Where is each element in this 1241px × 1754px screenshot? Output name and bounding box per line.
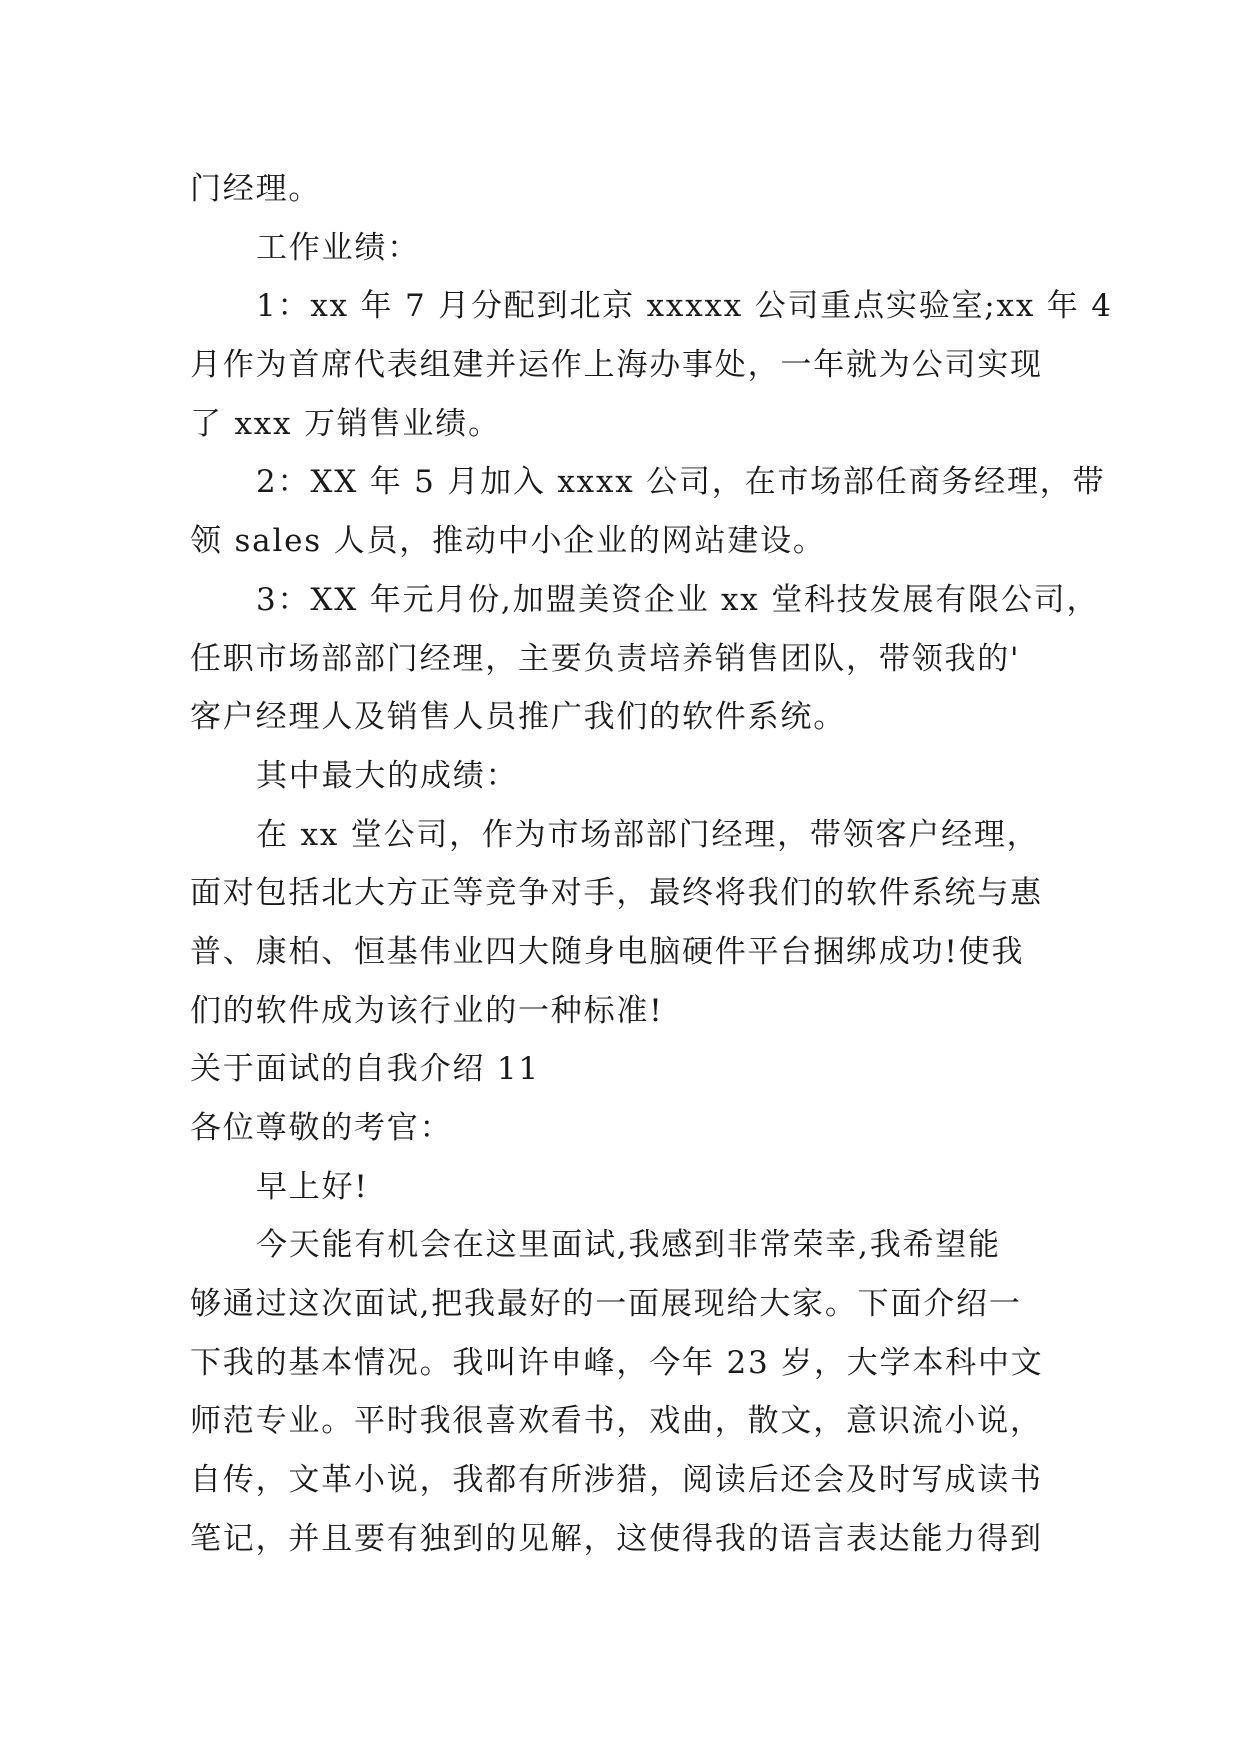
text-line: 门经理。 xyxy=(190,171,322,207)
text-line: 了 xxx 万销售业绩。 xyxy=(190,405,501,442)
text-line: 们的软件成为该行业的一种标准! xyxy=(190,992,664,1029)
text-line: 领 sales 人员，推动中小企业的网站建设。 xyxy=(190,523,826,560)
text-line: 1：xx 年 7 月分配到北京 xxxxx 公司重点实验室;xx 年 4 xyxy=(256,288,1113,325)
text-line: 面对包括北大方正等竞争对手，最终将我们的软件系统与惠 xyxy=(190,875,1043,912)
salutation-line: 各位尊敬的考官： xyxy=(190,1110,453,1146)
text-line: 工作业绩： xyxy=(256,229,420,266)
text-line: 够通过这次面试,把我最好的一面展现给大家。下面介绍一 xyxy=(190,1286,1022,1323)
text-line: 今天能有机会在这里面试,我感到非常荣幸,我希望能 xyxy=(256,1227,1001,1264)
text-line: 师范专业。平时我很喜欢看书，戏曲，散文，意识流小说， xyxy=(190,1403,1043,1440)
text-line: 自传，文革小说，我都有所涉猎，阅读后还会及时写成读书 xyxy=(190,1462,1043,1499)
text-line: 普、康柏、恒基伟业四大随身电脑硬件平台捆绑成功!使我 xyxy=(190,933,1025,970)
section-heading: 关于面试的自我介绍 11 xyxy=(190,1051,540,1088)
text-line: 笔记，并且要有独到的见解，这使得我的语言表达能力得到 xyxy=(190,1520,1043,1557)
document-body xyxy=(190,160,1113,1569)
text-line: 客户经理人及销售人员推广我们的软件系统。 xyxy=(190,699,846,736)
text-line: 月作为首席代表组建并运作上海办事处，一年就为公司实现 xyxy=(190,347,1043,384)
text-line: 在 xx 堂公司，作为市场部部门经理，带领客户经理， xyxy=(256,816,1040,853)
text-line: 2：XX 年 5 月加入 xxxx 公司，在市场部任商务经理，带 xyxy=(256,464,1106,501)
text-line: 下我的基本情况。我叫许申峰，今年 23 岁，大学本科中文 xyxy=(190,1344,1044,1381)
text-line: 其中最大的成绩： xyxy=(256,757,519,794)
text-line: 3：XX 年元月份,加盟美资企业 xx 堂科技发展有限公司， xyxy=(256,581,1100,618)
text-line: 任职市场部部门经理，主要负责培养销售团队，带领我的' xyxy=(190,640,1021,677)
greeting-line: 早上好! xyxy=(256,1168,369,1205)
